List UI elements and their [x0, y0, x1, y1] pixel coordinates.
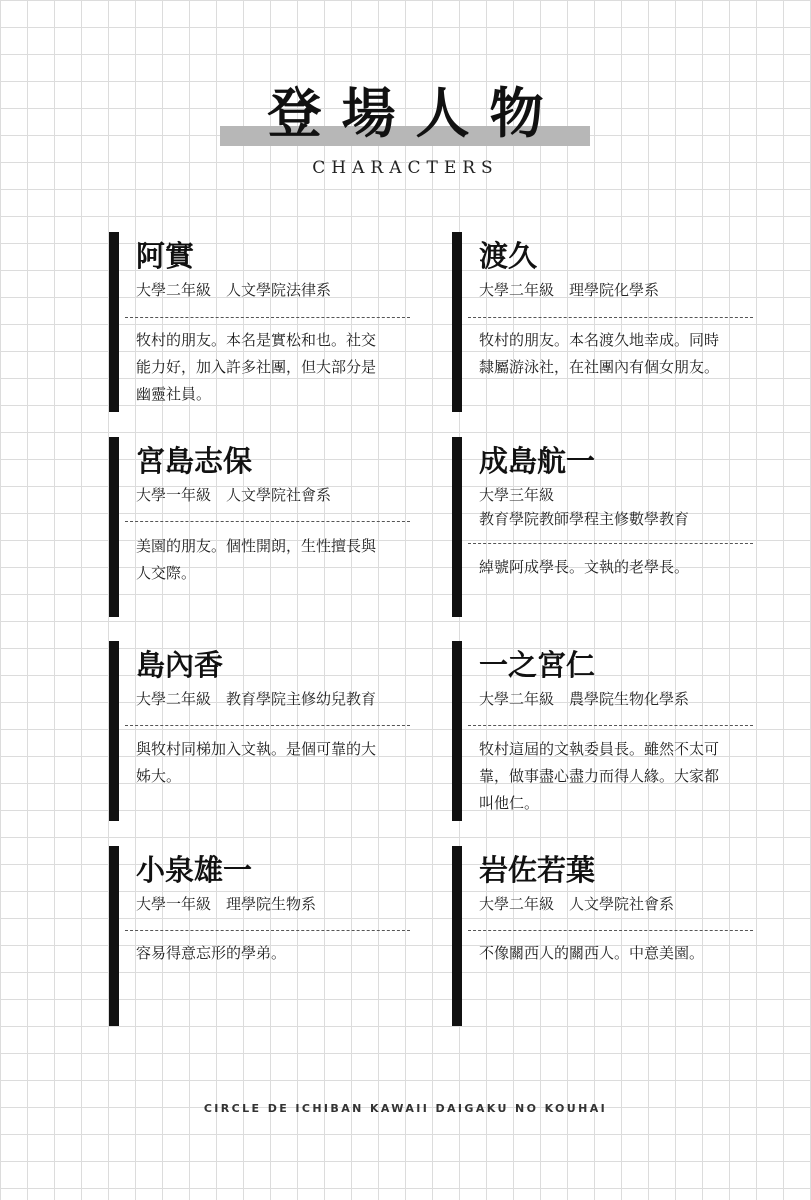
character-card-1: [109, 232, 409, 412]
footer-series-title: CIRCLE DE ICHIBAN KAWAII DAIGAKU NO KOUHAI: [203, 1102, 608, 1115]
character-name: 岩佐若葉: [479, 853, 596, 887]
character-card-7: [109, 846, 409, 1026]
character-info: 大學一年級 人文學院社會系: [136, 486, 332, 504]
character-name: 島內香: [136, 648, 224, 682]
card-accent-bar: [109, 846, 119, 1026]
character-description: 與牧村同梯加入文執。是個可靠的大 姊大。: [136, 740, 377, 785]
card-accent-bar: [452, 641, 462, 821]
character-card-5: [109, 641, 409, 821]
character-description: 牧村的朋友。本名渡久地幸成。同時 隸屬游泳社，在社團內有個女朋友。: [479, 331, 720, 376]
character-info: 大學二年級 教育學院主修幼兒教育: [136, 690, 377, 708]
card-divider: [125, 930, 410, 931]
character-card-8: [452, 846, 752, 1026]
card-divider: [125, 725, 410, 726]
card-accent-bar: [109, 232, 119, 412]
character-card-4: [452, 437, 752, 617]
card-divider: [468, 930, 753, 931]
page-header: [0, 78, 811, 188]
card-divider: [125, 317, 410, 318]
card-divider: [125, 521, 410, 522]
character-name: 成島航一: [479, 444, 596, 478]
card-accent-bar: [452, 437, 462, 617]
card-accent-bar: [452, 846, 462, 1026]
character-name: 一之宮仁: [479, 648, 596, 682]
character-info: 大學二年級 人文學院法律系: [136, 281, 332, 299]
character-card-6: [452, 641, 752, 821]
character-description: 牧村的朋友。本名是實松和也。社交 能力好，加入許多社團，但大部分是 幽靈社員。: [136, 331, 377, 403]
card-accent-bar: [109, 641, 119, 821]
character-description: 美園的朋友。個性開朗，生性擅長與 人交際。: [136, 537, 377, 582]
character-name: 宮島志保: [136, 444, 253, 478]
character-info: 大學三年級 教育學院教師學程主修數學教育: [479, 486, 690, 528]
character-card-3: [109, 437, 409, 617]
card-divider: [468, 317, 753, 318]
character-description: 牧村這屆的文執委員長。雖然不太可 靠，做事盡心盡力而得人緣。大家都 叫他仁。: [479, 740, 720, 812]
card-divider: [468, 725, 753, 726]
page-title: 登場人物: [267, 81, 564, 145]
character-info: 大學二年級 農學院生物化學系: [479, 690, 690, 708]
character-info: 大學二年級 人文學院社會系: [479, 895, 675, 913]
character-info: 大學二年級 理學院化學系: [479, 281, 660, 299]
character-description: 不像關西人的關西人。中意美園。: [479, 944, 705, 962]
character-name: 阿實: [136, 239, 195, 273]
card-accent-bar: [452, 232, 462, 412]
character-name: 渡久: [479, 239, 538, 273]
card-accent-bar: [109, 437, 119, 617]
character-card-2: [452, 232, 752, 412]
card-divider: [468, 543, 753, 544]
character-description: 容易得意忘形的學弟。: [136, 944, 287, 962]
character-name: 小泉雄一: [136, 853, 253, 887]
page-subtitle: CHARACTERS: [312, 158, 499, 178]
character-description: 綽號阿成學長。文執的老學長。: [479, 558, 690, 576]
character-info: 大學一年級 理學院生物系: [136, 895, 317, 913]
